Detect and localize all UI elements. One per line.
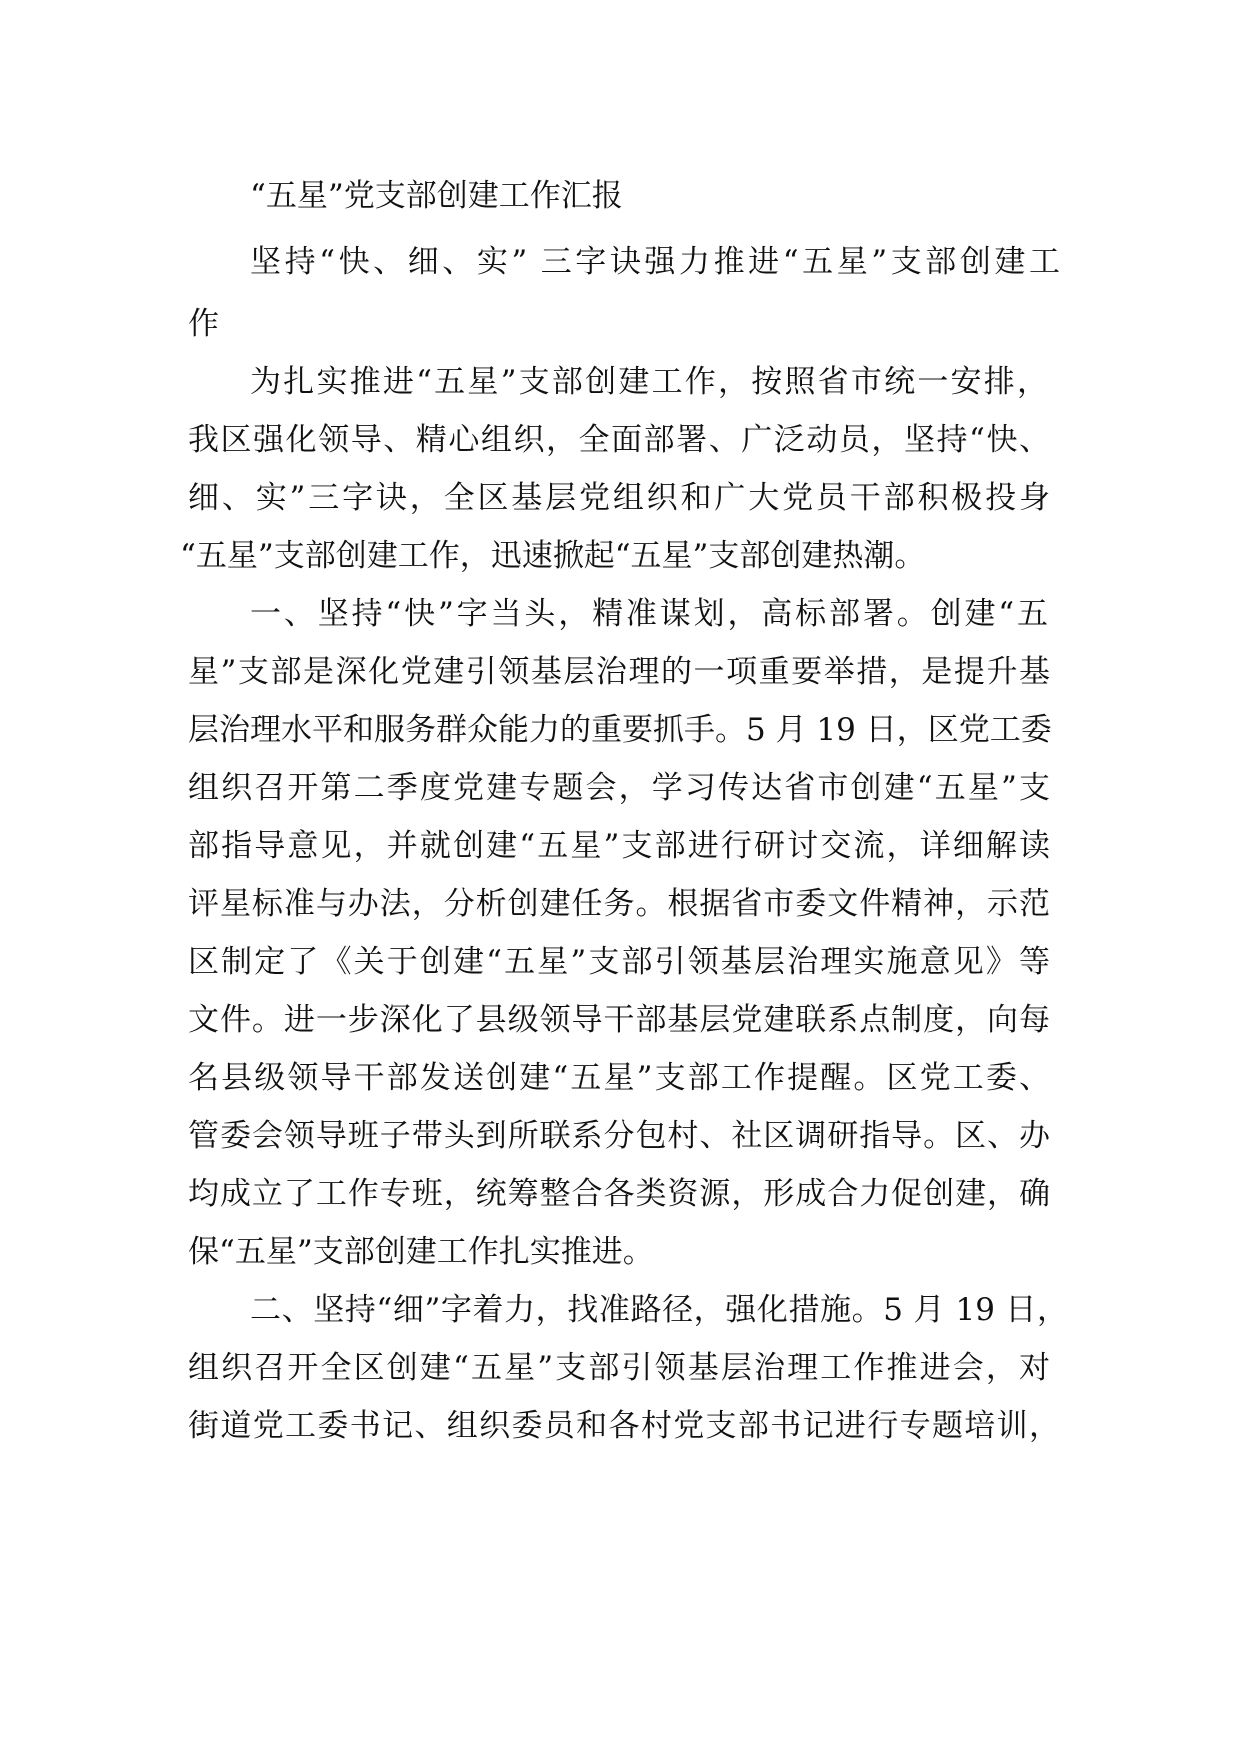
paragraph-line: 均成立了工作专班，统筹整合各类资源，形成合力促创建，确 xyxy=(188,1176,1050,1212)
document-subtitle-line-2: 作 xyxy=(188,306,219,342)
paragraph-line: 为扎实推进“五星”支部创建工作，按照省市统一安排， xyxy=(250,364,1048,400)
paragraph-line: 我区强化领导、精心组织，全面部署、广泛动员，坚持“快、 xyxy=(188,422,1050,458)
paragraph-line: “五星”支部创建工作，迅速掀起“五星”支部创建热潮。 xyxy=(180,538,926,574)
paragraph-line: 细、实”三字诀，全区基层党组织和广大党员干部积极投身 xyxy=(188,480,1050,516)
paragraph-line: 二、坚持“细”字着力，找准路径，强化措施。5 月 19 日， xyxy=(250,1292,1068,1328)
paragraph-line: 一、坚持“快”字当头，精准谋划，高标部署。创建“五 xyxy=(250,596,1048,632)
document-subtitle-line-1: 坚持“快、细、实” 三字诀强力推进“五星”支部创建工 xyxy=(250,244,1060,280)
paragraph-line: 文件。进一步深化了县级领导干部基层党建联系点制度，向每 xyxy=(188,1002,1050,1038)
paragraph-line: 星”支部是深化党建引领基层治理的一项重要举措，是提升基 xyxy=(188,654,1050,690)
paragraph-line: 街道党工委书记、组织委员和各村党支部书记进行专题培训， xyxy=(188,1408,1060,1444)
paragraph-line: 名县级领导干部发送创建“五星”支部工作提醒。区党工委、 xyxy=(188,1060,1050,1096)
paragraph-line: 部指导意见，并就创建“五星”支部进行研讨交流，详细解读 xyxy=(188,828,1050,864)
paragraph-line: 评星标准与办法，分析创建任务。根据省市委文件精神，示范 xyxy=(188,886,1050,922)
paragraph-line: 组织召开全区创建“五星”支部引领基层治理工作推进会，对 xyxy=(188,1350,1050,1386)
paragraph-line: 管委会领导班子带头到所联系分包村、社区调研指导。区、办 xyxy=(188,1118,1050,1154)
paragraph-line: 保“五星”支部创建工作扎实推进。 xyxy=(188,1234,654,1270)
paragraph-line: 组织召开第二季度党建专题会，学习传达省市创建“五星”支 xyxy=(188,770,1050,806)
paragraph-line: 层治理水平和服务群众能力的重要抓手。5 月 19 日，区党工委 xyxy=(188,712,1052,748)
document-title: “五星”党支部创建工作汇报 xyxy=(250,178,623,214)
paragraph-line: 区制定了《关于创建“五星”支部引领基层治理实施意见》等 xyxy=(188,944,1050,980)
